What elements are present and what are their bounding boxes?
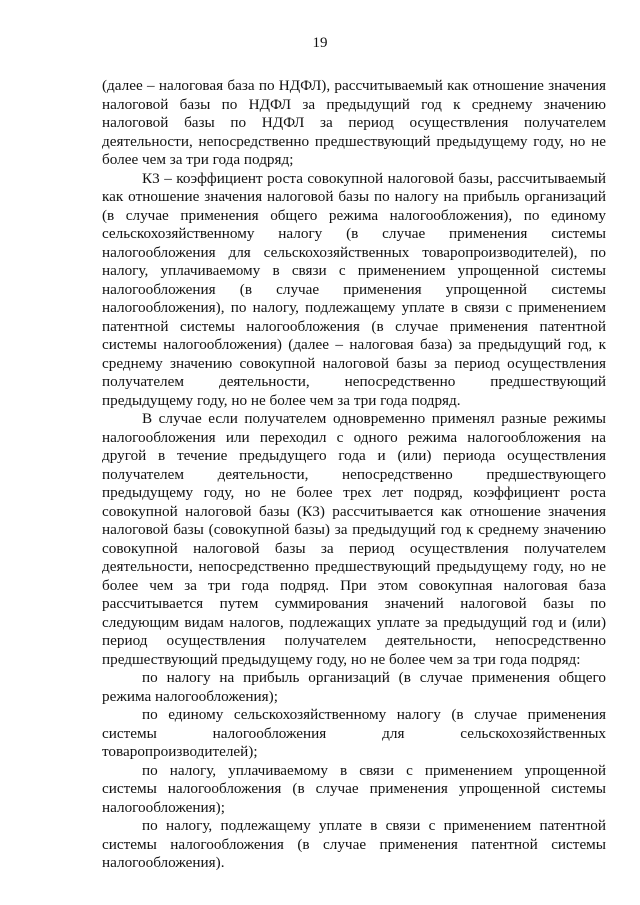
list-item-profit-tax: по налогу на прибыль организаций (в случае применения общего режима налогообложения); <box>102 669 606 705</box>
paragraph-k3-definition: К3 – коэффициент роста совокупной налоговой базы, рассчитываемый как отношение значения налоговой базы по налогу на прибыль организаций (в случае применения общего режима налогообложения), по единому сельскохозяйственному налогу (в случае применения системы налогообложения для сельскохозяйственных товаропроизводителей), по налогу, уплачиваемому в связи с применением упрощенной системы налогообложения (в случае применения упрощенной системы налогообложения), по налогу, подлежащему уплате в связи с применением патентной системы налогообложения (в случае применения патентной системы налогообложения) (далее – налоговая база) за предыдущий год, к среднему значению совокупной налоговой базы за период осуществления получателем деятельности, непосредственно предшествующий предыдущему году, но не более чем за три года подряд. <box>102 169 606 409</box>
list-item-simplified-tax: по налогу, уплачиваемому в связи с применением упрощенной системы налогообложения (в случае применения упрощенной системы налогообложения); <box>102 761 606 816</box>
paragraph-mixed-regimes: В случае если получателем одновременно применял разные режимы налогообложения или переходил с одного режима налогообложения на другой в течение предыдущего года и (или) периода осуществления получателем деятельности, непосредственно предшествующего предыдущему году, но не более трех лет подряд, коэффициент роста совокупной налоговой базы (К3) рассчитывается как отношение значения налоговой базы (совокупной базы) за предыдущий год к среднему значению совокупной налоговой базы за период осуществления получателем деятельности, непосредственно предшествующий предыдущему году, но не более чем за три года подряд. При этом совокупная налоговая база рассчитывается путем суммирования значений налоговой базы по следующим видам налогов, подлежащих уплате за предыдущий год и (или) период осуществления получателем деятельности, непосредственно предшествующий предыдущему году, но не более чем за три года подряд: <box>102 410 606 668</box>
list-item-agricultural-tax: по единому сельскохозяйственному налогу (в случае применения системы налогообложения для сельскохозяйственных товаропроизводителей); <box>102 706 606 760</box>
paragraph-ndfl-base-continuation: (далее – налоговая база по НДФЛ), рассчитываемый как отношение значения налоговой базы по НДФЛ за предыдущий год к среднему значению налоговой базы по НДФЛ за период осуществления получателем деятельности, непосредственно предшествующий предыдущему году, но не более чем за три года подряд; <box>102 77 606 168</box>
document-body <box>102 77 606 873</box>
list-item-patent-tax: по налогу, подлежащему уплате в связи с применением патентной системы налогообложения (в случае применения патентной системы налогообложения). <box>102 817 606 871</box>
page-number: 19 <box>312 35 328 51</box>
